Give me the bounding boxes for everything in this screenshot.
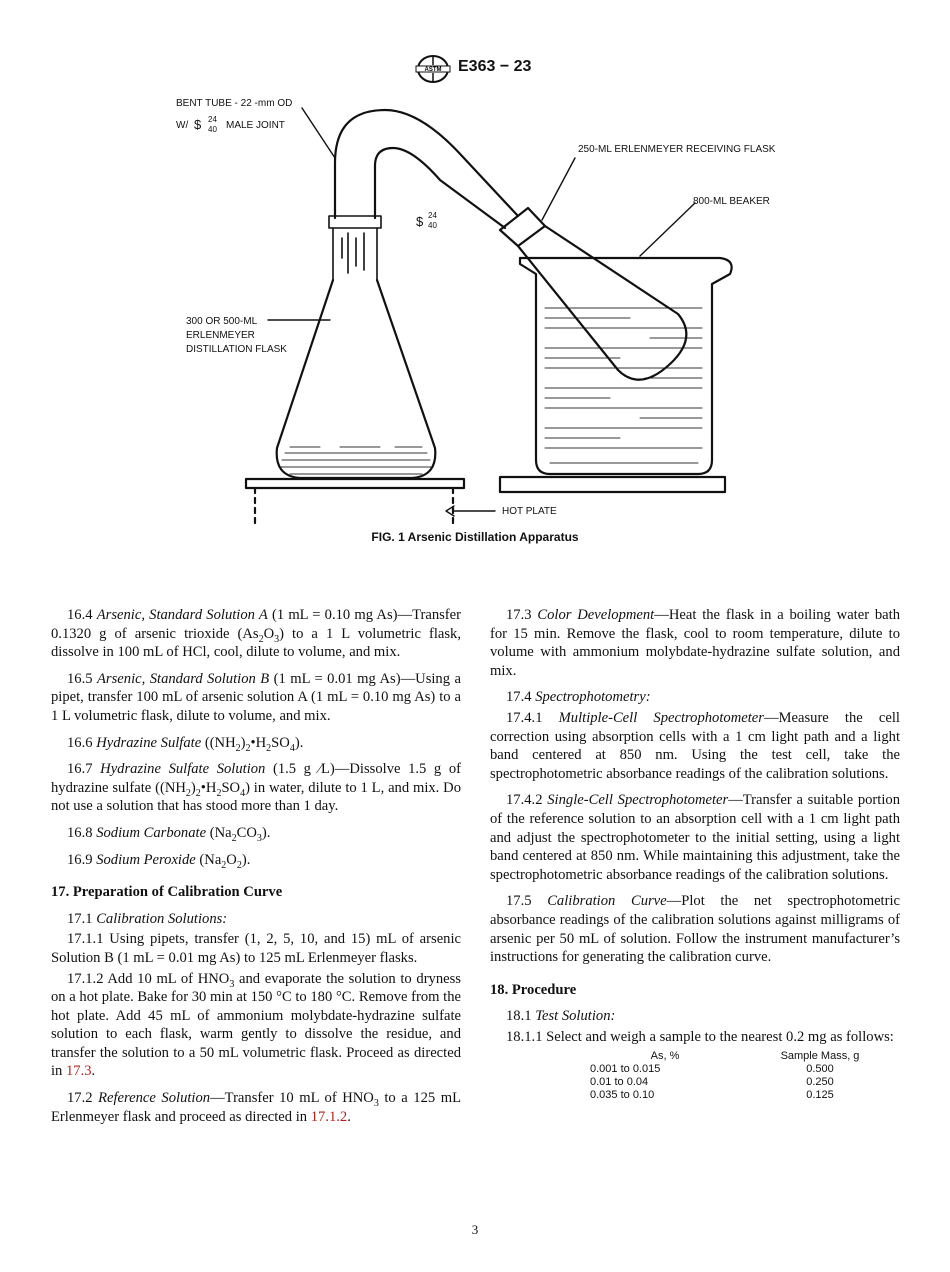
para-16-9: 16.9 Sodium Peroxide $(Na_2O_2)$. xyxy=(67,851,251,871)
para-16-8: 16.8 Sodium Carbonate $(Na_2CO_3)$. xyxy=(67,824,271,844)
table-cell: 0.250 xyxy=(806,1076,834,1089)
hot-plate-left xyxy=(246,479,464,524)
xref-17-3[interactable]: 17.3 xyxy=(66,1063,92,1080)
para-16-5: 16.5 Arsenic, Standard Solution B (1 mL = 0.01 mg As)—Using a pipet, transfer 100 mL of arsenic solution A (1 mL = 0.10 mg As) to a 1 L volumetric flask, dilute to volume, and mix. xyxy=(51,670,461,724)
page-header xyxy=(0,52,950,86)
para-16-7: 16.7 Hydrazine Sulfate Solution (1.5 g ⁄L)—Dissolve 1.5 g of hydrazine sulfate $((NH_2)_2•H_2SO_4)$ in water, dilute to 1 L, and mix. Do not use a solution that has stood more than 1 day. xyxy=(51,761,461,815)
para-17-1-2: 17.1.2 Add 10 mL of $HNO_3$ and evaporate the solution to dryness on a hot plate. Bake for 30 min at 150 °C to 180 °C. Remove from the hot plate. Add 45 mL of ammonium molybdate-hydrazine sulfate solution to each flask, warm gently to dissolve the residue, and transfer the solution to a 50 mL volumetric flask. Proceed as directed in 17.3. xyxy=(51,970,461,1080)
label-bent-tube-suffix: MALE JOINT xyxy=(226,120,285,131)
right-column xyxy=(490,606,900,1102)
table-cell: 0.035 to 0.10 xyxy=(590,1089,655,1102)
ground-joint xyxy=(329,216,381,280)
table-cell: 0.500 xyxy=(806,1063,834,1076)
para-16-4: 16.4 Arsenic, Standard Solution A (1 mL = 0.10 mg As)—Transfer 0.1320 g of arsenic trioxide $(As_2O_3)$ to a 1 L volumetric flask, dissolve in 100 mL of HCl, cool, dilute to volume, and mix. xyxy=(51,607,461,661)
label-joint-bottom-2: 40 xyxy=(428,221,437,230)
table-header-row xyxy=(490,1050,900,1063)
table-row xyxy=(490,1076,900,1089)
sample-mass-table xyxy=(490,1050,900,1102)
para-18-1-1: 18.1.1 Select and weigh a sample to the nearest 0.2 mg as follows: xyxy=(506,1028,894,1045)
receiving-flask xyxy=(500,208,686,380)
table-cell: 0.001 to 0.015 xyxy=(590,1063,661,1076)
distillation-apparatus-figure xyxy=(150,88,800,528)
astm-logo-icon xyxy=(413,54,453,84)
distillation-flask xyxy=(277,280,436,478)
para-17-3: 17.3 Color Development—Heat the flask in a boiling water bath for 15 min. Remove the flask, cool to room temperature, dilute to volume with ammonium molybdate-hydrazine sulfate solution, and mix. xyxy=(490,607,901,679)
svg-text:$: $ xyxy=(194,117,202,132)
label-joint-top-2: 24 xyxy=(428,211,437,220)
para-17-2: 17.2 Reference Solution—Transfer 10 mL of $HNO_3$ to a 125 mL Erlenmeyer flask and proceed as directed in 17.1.2. xyxy=(51,1090,461,1125)
label-leaders xyxy=(268,108,695,516)
label-distill-1: 300 OR 500-ML xyxy=(186,316,258,327)
para-17-4: 17.4 Spectrophotometry: xyxy=(506,689,651,706)
label-bent-tube: BENT TUBE - 22 -mm OD xyxy=(176,98,293,109)
label-distill-2: ERLENMEYER xyxy=(186,330,255,341)
para-18-1: 18.1 Test Solution: xyxy=(506,1008,616,1025)
para-17-5: 17.5 Calibration Curve—Plot the net spectrophotometric absorbance readings of the calibration solutions against milligrams of arsenic per 50 mL of solution. Follow the instrument manufacturer’s instructions for generating the calibration curve. xyxy=(490,893,901,966)
beaker xyxy=(520,258,732,474)
xref-17-1-2[interactable]: 17.1.2 xyxy=(310,1108,348,1125)
table-header-as: As, % xyxy=(650,1050,680,1063)
svg-text:ASTM: ASTM xyxy=(424,67,442,74)
bent-tube xyxy=(335,110,518,228)
section-heading-18: 18. Procedure xyxy=(490,981,577,998)
para-17-1-1: 17.1.1 Using pipets, transfer (1, 2, 5, 10, and 15) mL of arsenic Solution B (1 mL = 0.01 mg As) to 125 mL Erlenmeyer flasks. xyxy=(51,931,461,966)
table-row xyxy=(490,1063,900,1076)
label-joint-top: 24 xyxy=(208,115,217,124)
hot-plate-right xyxy=(500,477,725,492)
page-number: 3 xyxy=(471,1222,479,1237)
figure-caption: FIG. 1 Arsenic Distillation Apparatus xyxy=(371,530,579,544)
document-designation: E363 − 23 xyxy=(458,58,532,75)
svg-text:$: $ xyxy=(416,214,424,229)
label-bent-tube-prefix: W/ xyxy=(176,120,189,131)
table-row xyxy=(490,1089,900,1102)
label-hot-plate: HOT PLATE xyxy=(502,506,557,517)
para-17-4-1: 17.4.1 Multiple-Cell Spectrophotometer—Measure the cell correction using absorption cells with a 1 cm light path and a light band centered at 850 nm. Using the test cell, take the spectrophotometric absorbance readings of the calibration solutions. xyxy=(490,709,900,782)
table-cell: 0.125 xyxy=(806,1089,834,1102)
label-beaker: 800-ML BEAKER xyxy=(693,196,770,207)
label-joint-bottom: 40 xyxy=(208,125,217,134)
section-heading-17: 17. Preparation of Calibration Curve xyxy=(51,884,283,901)
para-17-1: 17.1 Calibration Solutions: xyxy=(67,910,228,927)
label-receiving-flask: 250-ML ERLENMEYER RECEIVING FLASK xyxy=(578,144,776,155)
left-column xyxy=(51,606,461,1134)
para-17-4-2: 17.4.2 Single-Cell Spectrophotometer—Transfer a suitable portion of the reference solution to an absorption cell with a 1 cm light path and adjust the spectrophotometer to the initial setting, using a light band centered at 850 nm. While maintaining this adjustment, take the spectrophotometric absorbance readings of the calibration solutions. xyxy=(490,792,900,883)
para-16-6: 16.6 Hydrazine Sulfate $((NH_2)_2•H_2SO_4)$. xyxy=(67,734,304,754)
table-header-mass: Sample Mass, g xyxy=(780,1050,860,1063)
label-distill-3: DISTILLATION FLASK xyxy=(186,344,287,355)
table-cell: 0.01 to 0.04 xyxy=(590,1076,649,1089)
